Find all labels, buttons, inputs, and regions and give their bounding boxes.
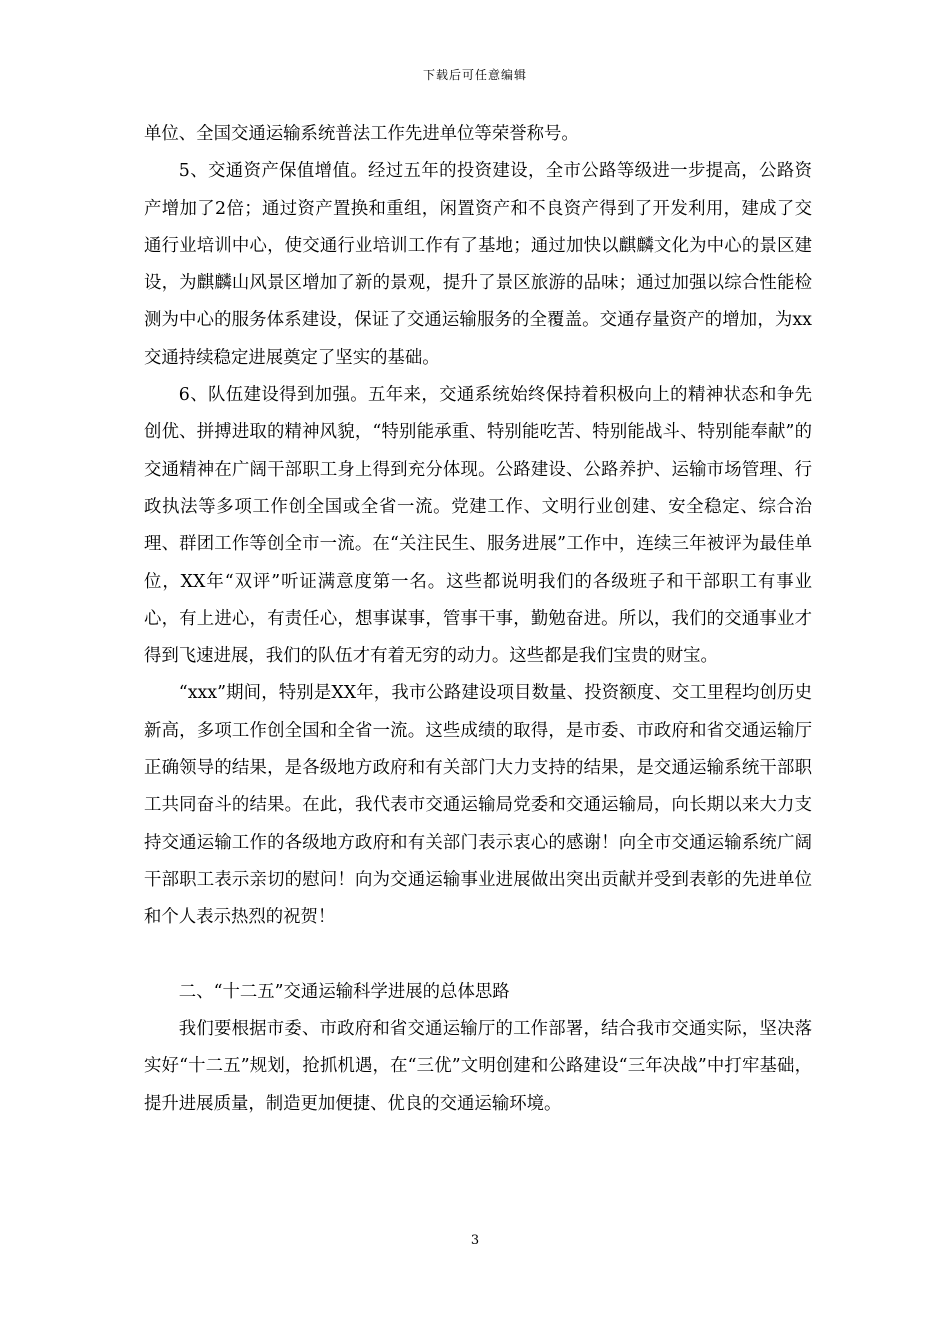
section-heading: 二、“十二五”交通运输科学进展的总体思路 bbox=[178, 981, 510, 1002]
paragraph-overall-approach: 我们要根据市委、市政府和省交通运输厅的工作部署，结合我市交通实际，坚决落实好“十二五”规划，抢抓机遇，在“三优”文明创建和公路建设“三年决战”中打牢基础，提升进展质量，制造更加便捷、优良的交通运输环境。 bbox=[144, 1019, 812, 1114]
page-number: 3 bbox=[470, 1233, 480, 1248]
paragraph-achievements: “xxx”期间，特别是XX年，我市公路建设项目数量、投资额度、交工里程均创历史新高，多项工作创全国和全省一流。这些成绩的取得，是市委、市政府和省交通运输厅正确领导的结果，是各级地方政府和有关部门大力支持的结果，是交通运输系统干部职工共同奋斗的结果。在此，我代表市交通运输局党委和交通运输局，向长期以来大力支持交通运输工作的各级地方政府和有关部门表示衷心的感谢！向全市交通运输系统广阔干部职工表示亲切的慰问！向为交通运输事业进展做出突出贡献并受到表彰的先进单位和个人表示热烈的祝贺！ bbox=[144, 683, 812, 928]
page-header: 下载后可任意编辑 bbox=[422, 68, 527, 82]
paragraph-continuation: 单位、全国交通运输系统普法工作先进单位等荣誉称号。 bbox=[144, 124, 579, 144]
paragraph-team-building: 6、队伍建设得到加强。五年来，交通系统始终保持着积极向上的精神状态和争先创优、拼搏进取的精神风貌，“特别能承重、特别能吃苦、特别能战斗、特别能奉献”的交通精神在广阔干部职工身上得到充分体现。公路建设、公路养护、运输市场管理、行政执法等多项工作创全国或全省一流。党建工作、文明行业创建、安全稳定、综合治理、群团工作等创全市一流。在“关注民生、服务进展”工作中，连续三年被评为最佳单位，XX年“双评”听证满意度第一名。这些都说明我们的各级班子和干部职工有事业心，有上进心，有责任心，想事谋事，管事干事，勤勉奋进。所以，我们的交通事业才得到飞速进展，我们的队伍才有着无穷的动力。这些都是我们宝贵的财宝。 bbox=[144, 385, 812, 667]
paragraph-asset-preservation: 5、交通资产保值增值。经过五年的投资建设，全市公路等级进一步提高，公路资产增加了2倍；通过资产置换和重组，闲置资产和不良资产得到了开发利用，建成了交通行业培训中心，使交通行业培训工作有了基地；通过加快以麒麟文化为中心的景区建设，为麒麟山风景区增加了新的景观，提升了景区旅游的品味；通过加强以综合性能检测为中心的服务体系建设，保证了交通运输服务的全覆盖。交通存量资产的增加，为xx交通持续稳定进展奠定了坚实的基础。 bbox=[144, 161, 812, 368]
document-body bbox=[144, 116, 812, 1123]
paragraph-spacer bbox=[144, 937, 812, 974]
